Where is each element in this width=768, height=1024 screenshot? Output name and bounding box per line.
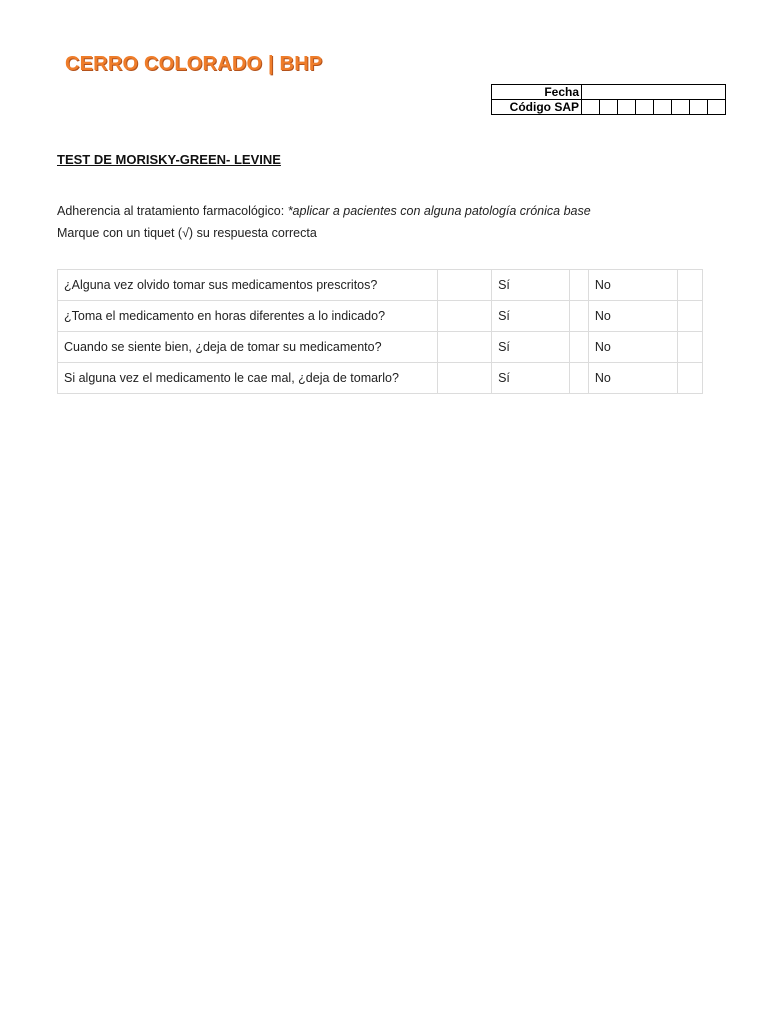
question-row [58,332,703,363]
no-check-cell[interactable] [677,332,703,363]
intro-line [57,200,591,222]
test-title: TEST DE MORISKY-GREEN- LEVINE [57,152,281,167]
sap-digit-field[interactable] [708,100,726,115]
question-row [58,270,703,301]
question-text: ¿Toma el medicamento en horas diferentes a lo indicado? [58,301,438,332]
intro-block [57,200,591,244]
no-label: No [588,332,677,363]
fecha-field[interactable] [582,85,726,100]
no-check-cell[interactable] [677,363,703,394]
spacer-cell [438,270,492,301]
sap-digit-field[interactable] [618,100,636,115]
question-text: Cuando se siente bien, ¿deja de tomar su medicamento? [58,332,438,363]
yes-label: Sí [492,332,569,363]
yes-label: Sí [492,363,569,394]
sap-digit-field[interactable] [600,100,618,115]
brand-header: CERRO COLORADO | BHP [65,53,323,75]
no-label: No [588,270,677,301]
sap-digit-field[interactable] [690,100,708,115]
yes-label: Sí [492,301,569,332]
yes-check-cell[interactable] [569,363,588,394]
no-label: No [588,363,677,394]
spacer-cell [438,301,492,332]
yes-check-cell[interactable] [569,301,588,332]
spacer-cell [438,363,492,394]
questionnaire-table [57,269,703,394]
question-row [58,363,703,394]
id-table [491,84,726,115]
no-label: No [588,301,677,332]
yes-check-cell[interactable] [569,332,588,363]
sap-label: Código SAP [492,100,582,115]
no-check-cell[interactable] [677,270,703,301]
sap-digit-field[interactable] [654,100,672,115]
yes-check-cell[interactable] [569,270,588,301]
no-check-cell[interactable] [677,301,703,332]
yes-label: Sí [492,270,569,301]
instruction-text: Marque con un tiquet (√) su respuesta correcta [57,226,317,240]
question-row [58,301,703,332]
fecha-row [492,85,726,100]
sap-digit-field[interactable] [582,100,600,115]
sap-row [492,100,726,115]
question-text: ¿Alguna vez olvido tomar sus medicamentos prescritos? [58,270,438,301]
sap-digit-field[interactable] [636,100,654,115]
intro-label: Adherencia al tratamiento farmacológico: [57,204,288,218]
spacer-cell [438,332,492,363]
intro-note: *aplicar a pacientes con alguna patología crónica base [287,204,591,218]
fecha-label: Fecha [492,85,582,100]
question-text: Si alguna vez el medicamento le cae mal, ¿deja de tomarlo? [58,363,438,394]
sap-digit-field[interactable] [672,100,690,115]
